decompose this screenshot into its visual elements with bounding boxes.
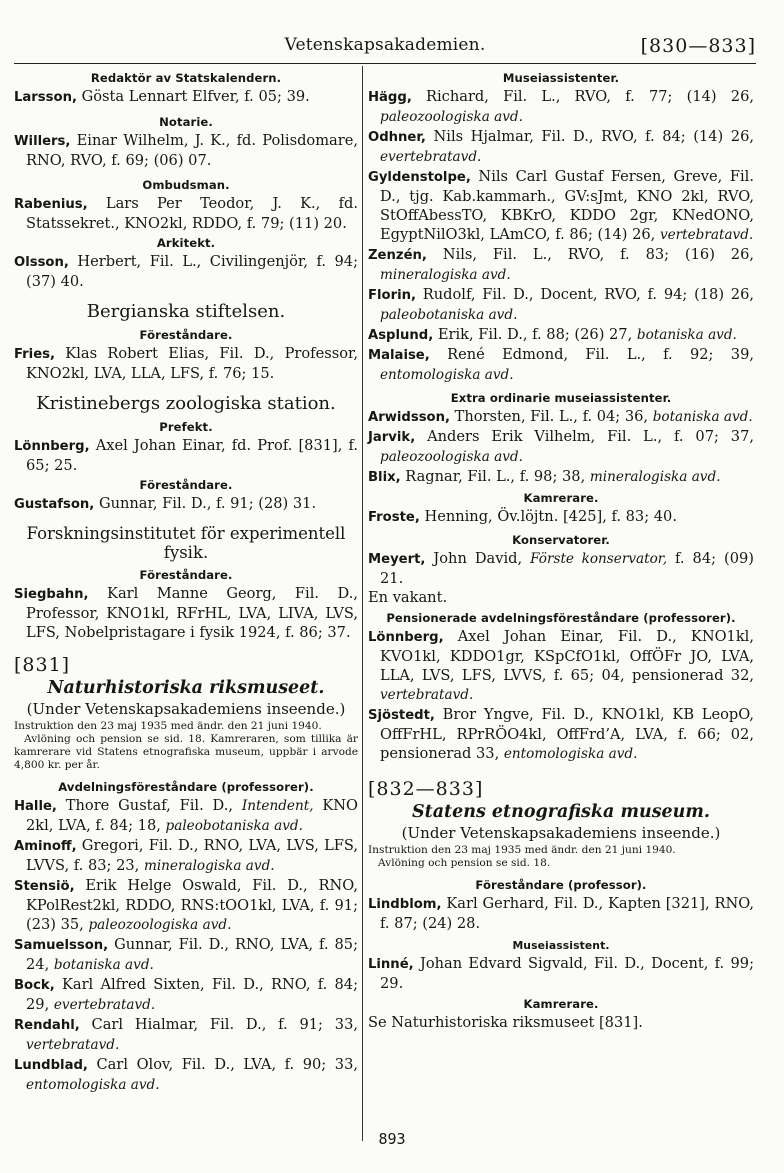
surname: Hägg,	[368, 90, 412, 105]
surname: Froste,	[368, 510, 420, 525]
surname: Meyert,	[368, 552, 426, 567]
surname: Stensiö,	[14, 879, 75, 894]
surname: Willers,	[14, 134, 71, 149]
surname: Asplund,	[368, 328, 434, 343]
surname: Arwidsson,	[368, 410, 451, 425]
person-entry: Gyldenstolpe, Nils Carl Gustaf Fersen, Greve, Fil. D., tjg. Kab.kammarh., GV:sJmt, KNO 2kl, RVO, StOffAbessTO, KBKrO, KDDO 2gr, KNedONO, EgyptNilO3kl, LAmCO, f. 86; (14) 26, vertebratavd.	[368, 168, 754, 243]
section-heading: Avdelningsföreståndare (professorer).	[58, 780, 314, 794]
surname: Bock,	[14, 978, 55, 993]
person-entry: Rabenius, Lars Per Teodor, J. K., fd. Statssekret., KNO2kl, RDDO, f. 79; (11) 20.	[14, 195, 358, 232]
person-entry: Willers, Einar Wilhelm, J. K., fd. Polisdomare, RNO, RVO, f. 69; (06) 07.	[14, 132, 358, 169]
surname: Fries,	[14, 347, 55, 362]
surname: Rabenius,	[14, 197, 88, 212]
person-entry: Sjöstedt, Bror Yngve, Fil. D., KNO1kl, KB LeopO, OffFrHL, RPrRÖO4kl, OffFrd’A, LVA, f. 66; 02, pensionerad 33, entomologiska avd.	[368, 706, 754, 762]
page-reference: [831]	[14, 654, 71, 676]
institution-heading: Kristinebergs zoologiska station.	[36, 393, 336, 414]
header-title: Vetenskapsakademien.	[284, 35, 486, 55]
instruction-note: Instruktion den 23 maj 1935 med ändr. den 21 juni 1940.	[368, 844, 676, 856]
museum-title: Statens etnografiska museum.	[411, 802, 711, 822]
person-entry: Larsson, Gösta Lennart Elfver, f. 05; 39.	[14, 88, 310, 105]
person-entry: Arwidsson, Thorsten, Fil. L., f. 04; 36, botaniska avd.	[368, 408, 753, 425]
supervision-note: (Under Vetenskapsakademiens inseende.)	[401, 824, 721, 842]
person-entry: Hägg, Richard, Fil. L., RVO, f. 77; (14) 26, paleozoologiska avd.	[368, 88, 754, 125]
person-entry: Siegbahn, Karl Manne Georg, Fil. D., Professor, KNO1kl, RFrHL, LVA, LIVA, LVS, LFS, Nobelpristagare i fysik 1924, f. 86; 37.	[14, 585, 358, 641]
surname: Lindblom,	[368, 897, 442, 912]
surname: Olsson,	[14, 255, 69, 270]
header-page-range: [830—833]	[640, 35, 756, 57]
page-reference: [832—833]	[368, 778, 484, 800]
column-divider	[362, 66, 363, 1141]
cross-reference-entry: Se Naturhistoriska riksmuseet [831].	[368, 1014, 643, 1031]
surname: Lundblad,	[14, 1058, 88, 1073]
surname: Blix,	[368, 470, 401, 485]
section-heading: Föreståndare (professor).	[475, 878, 647, 892]
surname: Rendahl,	[14, 1018, 80, 1033]
salary-note: Avlöning och pension se sid. 18.	[378, 857, 551, 869]
instruction-note: Instruktion den 23 maj 1935 med ändr. den 21 juni 1940.	[14, 720, 322, 732]
surname: Gyldenstolpe,	[368, 170, 471, 185]
person-entry: Zenzén, Nils, Fil. L., RVO, f. 83; (16) 26, mineralogiska avd.	[368, 246, 754, 283]
section-heading: Redaktör av Statskalendern.	[90, 71, 282, 85]
person-entry: Linné, Johan Edvard Sigvald, Fil. D., Docent, f. 99; 29.	[368, 955, 754, 992]
person-entry: Stensiö, Erik Helge Oswald, Fil. D., RNO, KPolRest2kl, RDDO, RNS:tOO1kl, LVA, f. 91; (23) 35, paleozoologiska avd.	[14, 877, 358, 933]
surname: Samuelsson,	[14, 938, 109, 953]
surname: Halle,	[14, 799, 57, 814]
salary-note: Avlöning och pension se sid. 18. Kamreraren, som tillika är kamrerare vid Statens etnografiska museum, uppbär i arvode 4,800 kr. per år.	[14, 733, 358, 771]
surname: Sjöstedt,	[368, 708, 435, 723]
surname: Linné,	[368, 957, 414, 972]
surname: Lönnberg,	[368, 630, 444, 645]
section-heading: Notarie.	[159, 115, 213, 129]
surname: Odhner,	[368, 130, 426, 145]
person-entry: Aminoff, Gregori, Fil. D., RNO, LVA, LVS, LFS, LVVS, f. 83; 23, mineralogiska avd.	[14, 837, 358, 874]
section-heading: Museiassistent.	[512, 939, 610, 952]
section-heading: Föreståndare.	[139, 568, 233, 582]
page-number: 893	[378, 1130, 406, 1148]
section-heading: Pensionerade avdelningsföreståndare (professorer).	[386, 611, 736, 625]
person-entry: Halle, Thore Gustaf, Fil. D., Intendent, KNO 2kl, LVA, f. 84; 18, paleobotaniska avd.	[14, 797, 359, 834]
person-entry: Rendahl, Carl Hialmar, Fil. D., f. 91; 33, vertebratavd.	[14, 1016, 358, 1053]
institution-heading: Forskningsinstitutet för experimentell fysik.	[26, 524, 346, 562]
institution-heading: Bergianska stiftelsen.	[86, 301, 286, 322]
surname: Zenzén,	[368, 248, 427, 263]
person-entry: Blix, Ragnar, Fil. L., f. 98; 38, mineralogiska avd.	[368, 468, 721, 485]
header-rule	[14, 63, 756, 64]
section-heading: Föreståndare.	[139, 478, 233, 492]
person-entry: Bock, Karl Alfred Sixten, Fil. D., RNO, f. 84; 29, evertebratavd.	[14, 976, 358, 1013]
person-entry: Gustafson, Gunnar, Fil. D., f. 91; (28) 31.	[14, 495, 317, 512]
left-column	[14, 68, 358, 1095]
section-heading: Museiassistenter.	[502, 71, 620, 85]
person-entry: Lindblom, Karl Gerhard, Fil. D., Kapten [321], RNO, f. 87; (24) 28.	[368, 895, 754, 932]
vacancy-entry: En vakant.	[368, 589, 448, 606]
person-entry: Asplund, Erik, Fil. D., f. 88; (26) 27, botaniska avd.	[368, 326, 737, 343]
surname: Lönnberg,	[14, 439, 90, 454]
surname: Aminoff,	[14, 839, 77, 854]
surname: Larsson,	[14, 90, 77, 105]
section-heading: Ombudsman.	[142, 178, 230, 192]
person-entry: Malaise, René Edmond, Fil. L., f. 92; 39, entomologiska avd.	[368, 346, 754, 383]
surname: Florin,	[368, 288, 417, 303]
person-entry: Meyert, John David, Förste konservator, f. 84; (09) 21.	[368, 550, 754, 587]
section-heading: Kamrerare.	[523, 997, 599, 1011]
person-entry: Fries, Klas Robert Elias, Fil. D., Professor, KNO2kl, LVA, LLA, LFS, f. 76; 15.	[14, 345, 358, 382]
person-entry: Froste, Henning, Öv.löjtn. [425], f. 83; 40.	[368, 508, 677, 525]
person-entry: Lundblad, Carl Olov, Fil. D., LVA, f. 90; 33, entomologiska avd.	[14, 1056, 358, 1093]
section-heading: Föreståndare.	[139, 328, 233, 342]
person-entry: Lönnberg, Axel Johan Einar, fd. Prof. [831], f. 65; 25.	[14, 437, 358, 474]
person-entry: Lönnberg, Axel Johan Einar, Fil. D., KNO1kl, KVO1kl, KDDO1gr, KSpCfO1kl, OffÖFr JO, LVA, LLA, LVS, LFS, LVVS, f. 65; 04, pensionerad 32, vertebratavd.	[368, 628, 754, 703]
surname: Gustafson,	[14, 497, 95, 512]
person-entry: Odhner, Nils Hjalmar, Fil. D., RVO, f. 84; (14) 26, evertebratavd.	[368, 128, 754, 165]
surname: Siegbahn,	[14, 587, 89, 602]
section-heading: Kamrerare.	[523, 491, 599, 505]
person-entry: Olsson, Herbert, Fil. L., Civilingenjör, f. 94; (37) 40.	[14, 253, 358, 290]
surname: Malaise,	[368, 348, 430, 363]
section-heading: Prefekt.	[159, 420, 213, 434]
section-heading: Arkitekt.	[156, 236, 216, 250]
section-heading: Konservatorer.	[512, 533, 610, 547]
person-entry: Florin, Rudolf, Fil. D., Docent, RVO, f. 94; (18) 26, paleobotaniska avd.	[368, 286, 754, 323]
supervision-note: (Under Vetenskapsakademiens inseende.)	[26, 700, 346, 718]
running-header	[14, 35, 756, 61]
right-column	[368, 68, 754, 1032]
section-heading: Extra ordinarie museiassistenter.	[450, 391, 672, 405]
person-entry: Samuelsson, Gunnar, Fil. D., RNO, LVA, f. 85; 24, botaniska avd.	[14, 936, 358, 973]
surname: Jarvik,	[368, 430, 416, 445]
person-entry: Jarvik, Anders Erik Vilhelm, Fil. L., f. 07; 37, paleozoologiska avd.	[368, 428, 754, 465]
museum-title: Naturhistoriska riksmuseet.	[47, 678, 325, 698]
